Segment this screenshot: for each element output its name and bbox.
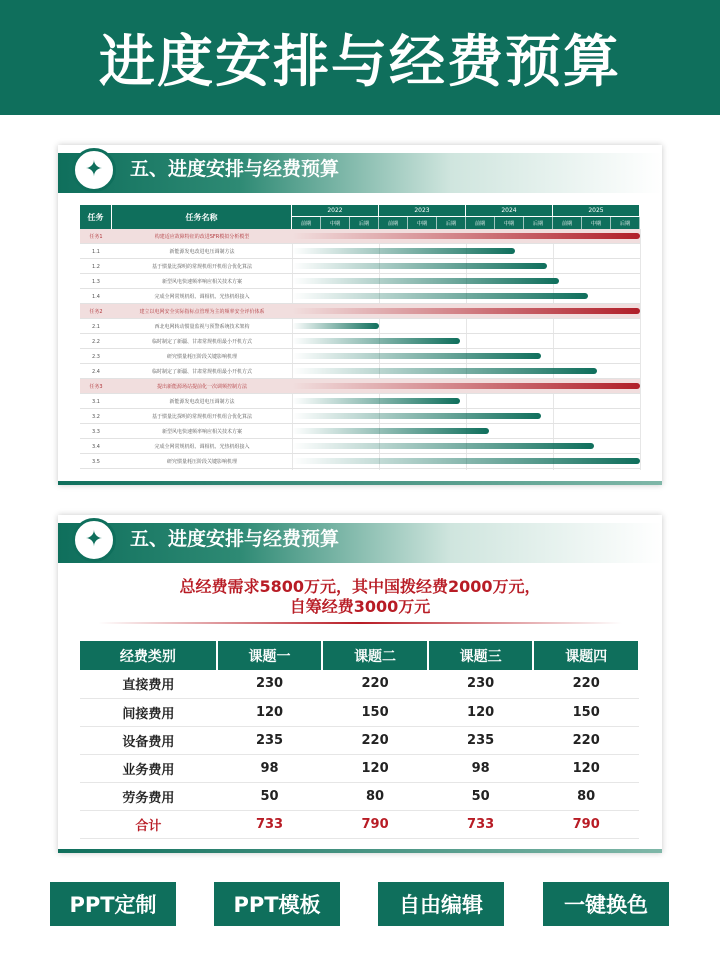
gantt-quarter: 前期 <box>292 217 321 229</box>
one-click-recolor-button[interactable]: 一键换色 <box>543 882 669 926</box>
gantt-task-id: 1.4 <box>92 293 100 300</box>
cell: 50 <box>428 782 534 810</box>
cell: 150 <box>322 698 428 726</box>
header-category: 经费类别 <box>80 641 217 670</box>
gantt-chart <box>80 205 640 470</box>
logo-icon <box>72 518 116 562</box>
gantt-quarter: 后期 <box>437 217 466 229</box>
gantt-bar <box>292 323 379 329</box>
gantt-task-row <box>80 259 640 274</box>
table-row <box>80 698 639 726</box>
gantt-task-id: 3.3 <box>92 428 100 435</box>
gantt-task-id: 任务2 <box>89 309 103 315</box>
gantt-task-id: 2.4 <box>92 368 100 375</box>
gantt-slide <box>58 145 662 485</box>
gantt-task-name: 西北电网转动惯量监视与预警系统技术架构 <box>154 324 250 330</box>
row-label: 间接费用 <box>80 698 217 726</box>
cell: 50 <box>217 782 323 810</box>
gantt-task-row <box>80 244 640 259</box>
gantt-bar <box>292 353 541 359</box>
gantt-quarter: 中期 <box>408 217 437 229</box>
slide-title: 五、进度安排与经费预算 <box>130 158 340 180</box>
gantt-bar <box>292 308 640 314</box>
gantt-task-name: 临时制定了新疆、甘肃常规机组最小开机方式 <box>151 339 252 345</box>
cell: 120 <box>428 698 534 726</box>
gantt-quarter: 中期 <box>582 217 611 229</box>
gantt-task-name: 研究惯量耗压阶段关键影响机理 <box>166 354 237 360</box>
gantt-task-id: 2.2 <box>92 338 100 345</box>
gantt-bar <box>292 428 489 434</box>
cell: 790 <box>322 810 428 838</box>
ppt-custom-button[interactable]: PPT定制 <box>50 882 176 926</box>
row-label: 设备费用 <box>80 726 217 754</box>
free-edit-button[interactable]: 自由编辑 <box>378 882 504 926</box>
summary-line-1: 总经费需求5800万元，其中国拨经费2000万元， <box>179 577 541 596</box>
cell: 220 <box>533 726 639 754</box>
cell: 230 <box>428 670 534 698</box>
gantt-task-id: 1.2 <box>92 263 100 270</box>
gantt-task-row <box>80 319 640 334</box>
top-banner <box>0 0 720 115</box>
cell: 733 <box>428 810 534 838</box>
budget-table-header <box>80 641 639 670</box>
gantt-quarter: 后期 <box>611 217 640 229</box>
gantt-task-name: 基于惯量比探明的常规机组开机组合优化算法 <box>151 264 252 270</box>
gantt-bar <box>292 278 559 284</box>
cell: 120 <box>322 754 428 782</box>
cell: 80 <box>322 782 428 810</box>
gantt-group-row <box>80 304 640 319</box>
gantt-task-id: 3.4 <box>92 443 100 450</box>
row-label: 业务费用 <box>80 754 217 782</box>
gantt-quarter: 中期 <box>321 217 350 229</box>
gantt-bar <box>292 398 460 404</box>
gantt-task-id: 1.3 <box>92 278 100 285</box>
gantt-bar <box>292 233 640 239</box>
row-label: 劳务费用 <box>80 782 217 810</box>
gantt-quarter: 后期 <box>524 217 553 229</box>
gantt-task-id: 任务3 <box>89 384 103 390</box>
cell: 150 <box>533 698 639 726</box>
gantt-task-id: 3.2 <box>92 413 100 420</box>
gantt-header-name: 任务名称 <box>112 205 292 229</box>
cell: 120 <box>217 698 323 726</box>
slide-title: 五、进度安排与经费预算 <box>130 528 340 550</box>
budget-summary <box>58 577 662 617</box>
header-topic-1: 课题一 <box>217 641 323 670</box>
gantt-header <box>80 205 640 229</box>
gantt-task-row <box>80 454 640 469</box>
header-topic-3: 课题三 <box>428 641 534 670</box>
gantt-task-row <box>80 334 640 349</box>
table-row-total <box>80 810 639 838</box>
ppt-template-button[interactable]: PPT模板 <box>214 882 340 926</box>
gantt-task-name: 完成全网常规机组、调相机、光热机组接入 <box>154 294 250 300</box>
gantt-task-row <box>80 409 640 424</box>
summary-line-2: 自筹经费3000万元 <box>289 597 431 616</box>
gantt-year: 2024 <box>466 205 553 217</box>
gantt-bar <box>292 458 640 464</box>
gantt-task-name: 研究惯量耗压阶段关键影响机理 <box>166 459 237 465</box>
gantt-task-id: 1.1 <box>92 248 100 255</box>
gantt-task-name: 临时制定了新疆、甘肃常规机组最小开机方式 <box>151 369 252 375</box>
cell: 235 <box>428 726 534 754</box>
gantt-task-row <box>80 274 640 289</box>
gantt-gridline <box>640 229 641 470</box>
gantt-task-name: 新型风电快速频率响应相关技术方案 <box>161 279 242 285</box>
gantt-task-row <box>80 289 640 304</box>
star-icon: ✦ <box>84 157 104 182</box>
table-row <box>80 726 639 754</box>
budget-table <box>80 641 640 839</box>
cell: 230 <box>217 670 323 698</box>
gantt-quarter: 前期 <box>466 217 495 229</box>
gantt-bar <box>292 248 515 254</box>
cell: 98 <box>217 754 323 782</box>
gantt-year: 2025 <box>553 205 640 217</box>
table-row <box>80 754 639 782</box>
cell: 80 <box>533 782 639 810</box>
gantt-task-id: 2.1 <box>92 323 100 330</box>
gantt-task-row <box>80 424 640 439</box>
gantt-bar <box>292 383 640 389</box>
gantt-bar <box>292 443 594 449</box>
slide-bottom-bar <box>58 481 662 485</box>
gantt-group-row <box>80 379 640 394</box>
gantt-bar <box>292 413 541 419</box>
gantt-header-task: 任务 <box>80 205 112 229</box>
cell: 790 <box>533 810 639 838</box>
gantt-task-name: 完成全网常规机组、调相机、光热机组接入 <box>154 444 250 450</box>
gantt-task-id: 2.3 <box>92 353 100 360</box>
gantt-bar <box>292 263 547 269</box>
gantt-group-row <box>80 229 640 244</box>
gantt-task-name: 构建适应故障特征的改进SFR模拟分析模型 <box>154 234 250 240</box>
gantt-task-row <box>80 364 640 379</box>
gantt-year: 2023 <box>379 205 466 217</box>
gantt-task-row <box>80 349 640 364</box>
gantt-quarter: 中期 <box>495 217 524 229</box>
logo-icon <box>72 148 116 192</box>
gantt-bar <box>292 338 460 344</box>
gantt-year: 2022 <box>292 205 379 217</box>
row-label: 合计 <box>80 810 217 838</box>
header-topic-4: 课题四 <box>533 641 639 670</box>
gantt-quarter: 后期 <box>350 217 379 229</box>
gantt-bar <box>292 368 597 374</box>
gantt-quarter: 前期 <box>379 217 408 229</box>
slide-bottom-bar <box>58 849 662 853</box>
budget-slide <box>58 515 662 853</box>
header-topic-2: 课题二 <box>322 641 428 670</box>
cell: 120 <box>533 754 639 782</box>
gantt-task-row <box>80 394 640 409</box>
gantt-task-name: 新能源发电改进电压调制方法 <box>169 249 235 255</box>
gantt-task-id: 3.5 <box>92 458 100 465</box>
cell: 220 <box>533 670 639 698</box>
gantt-task-name: 建立以电网安全实际指标点管理为主的频率安全评价体系 <box>139 309 265 315</box>
gantt-task-name: 新型风电快速频率响应相关技术方案 <box>161 429 242 435</box>
cell: 220 <box>322 726 428 754</box>
gantt-bar <box>292 293 588 299</box>
table-row <box>80 782 639 810</box>
gantt-task-id: 任务1 <box>89 234 103 240</box>
divider <box>98 622 622 624</box>
cell: 98 <box>428 754 534 782</box>
banner-title: 进度安排与经费预算 <box>99 29 621 95</box>
star-icon: ✦ <box>84 527 104 552</box>
cell: 235 <box>217 726 323 754</box>
gantt-task-name: 新能源发电改进电压调制方法 <box>169 399 235 405</box>
gantt-task-row <box>80 439 640 454</box>
gantt-task-id: 3.1 <box>92 398 100 405</box>
row-label: 直接费用 <box>80 670 217 698</box>
cell: 220 <box>322 670 428 698</box>
gantt-task-name: 基于惯量比探明的常规机组开机组合优化算法 <box>151 414 252 420</box>
gantt-task-name: 提出新能源场站提前化一次调频控制方法 <box>156 384 247 390</box>
gantt-quarter: 前期 <box>553 217 582 229</box>
cell: 733 <box>217 810 323 838</box>
table-row <box>80 670 639 698</box>
